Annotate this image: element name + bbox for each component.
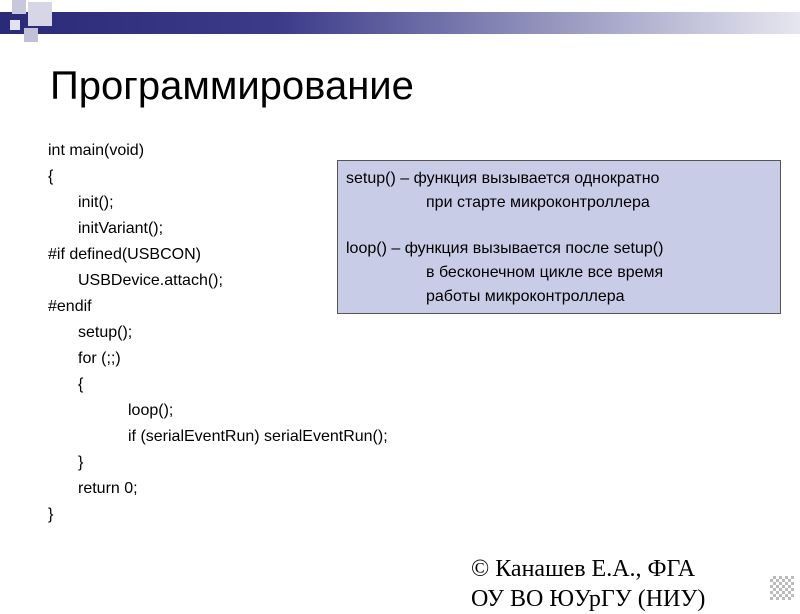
slide-title: Программирование [50, 64, 414, 108]
footer-line: ОУ ВО ЮУрГУ (НИУ) [471, 586, 706, 612]
code-line: USBDevice.attach(); [78, 272, 223, 289]
code-line: } [48, 506, 54, 523]
code-line: { [78, 376, 84, 393]
copyright-footer [471, 554, 705, 614]
decorative-square [10, 20, 20, 30]
note-setup-line: setup() – функция вызывается однократно [346, 170, 660, 187]
code-line: setup(); [78, 324, 133, 341]
decorative-square [12, 0, 26, 14]
code-line: return 0; [78, 480, 138, 497]
note-loop-line: в бесконечном цикле все время [426, 264, 664, 281]
code-line: if (serialEventRun) serialEventRun(); [128, 428, 388, 445]
header-decoration-bar [0, 12, 800, 34]
code-line: #endif [48, 298, 92, 315]
footer-line: © Канашев Е.А., ФГА [471, 556, 696, 582]
note-loop-line: loop() – функция вызывается после setup() [346, 240, 664, 257]
code-line: init(); [78, 194, 114, 211]
code-line: loop(); [128, 402, 174, 419]
note-loop-line: работы микроконтроллера [426, 288, 625, 305]
code-line: } [78, 454, 84, 471]
code-line: int main(void) [48, 142, 145, 159]
code-line: { [48, 168, 54, 185]
decorative-square [28, 2, 52, 26]
decorative-square [24, 28, 38, 42]
note-box [337, 160, 781, 314]
corner-pattern-icon [770, 576, 794, 600]
code-line: for (;;) [78, 350, 121, 367]
note-setup-line: при старте микроконтроллера [426, 194, 650, 211]
code-line: initVariant(); [78, 220, 164, 237]
code-line: #if defined(USBCON) [48, 246, 201, 263]
